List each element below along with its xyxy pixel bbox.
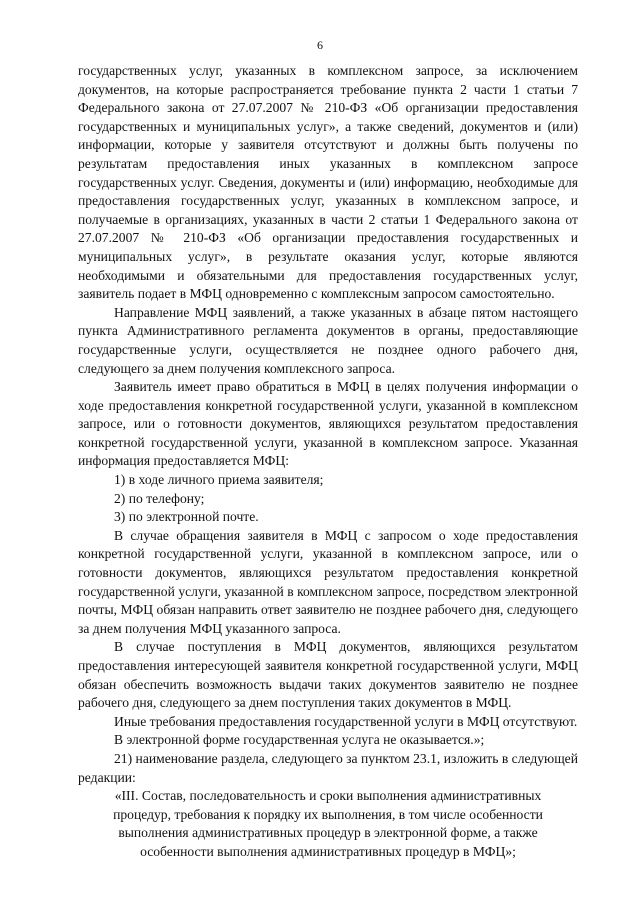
section-title: «III. Состав, последовательность и сроки выполнения административных процедур, требования к порядку их выполнения, в том числе особенности выполнения административных процедур в электронной форме, а также особенности выполнения административных процедур в МФЦ»;	[113, 788, 543, 859]
paragraph-mfc-direction: Направление МФЦ заявлений, а также указанных в абзаце пятом настоящего пункта Административного регламента документов в органы, предоставляющие государственные услуги, осуществляется не позднее одного рабочего дня, следующего за днем получения комплексного запроса.	[78, 304, 578, 376]
page-number: 6	[317, 38, 323, 52]
paragraph-item-21: 21) наименование раздела, следующего за пунктом 23.1, изложить в следующей редакции:	[78, 750, 578, 785]
list-item-personal-reception: 1) в ходе личного приема заявителя;	[114, 472, 324, 488]
document-body	[78, 62, 578, 862]
paragraph-documents-received: В случае поступления в МФЦ документов, являющихся результатом предоставления интересующей заявителя конкретной государственной услуги, МФЦ обязан обеспечить возможность выдачи таких документов заявителю не позднее рабочего дня, следующего за днем поступления таких документов в МФЦ.	[78, 639, 578, 711]
paragraph-continuation: государственных услуг, указанных в комплексном запросе, за исключением документов, на которые распространяется требование пункта 2 части 1 статьи 7 Федерального закона от 27.07.2007 № 210-ФЗ «Об организации предоставления государственных и муниципальных услуг», а также сведений, документов и (или) информации, которые у заявителя отсутствуют и должны быть получены по результатам предоставления иных указанных в комплексном запросе государственных услуг. Сведения, документы и (или) информацию, необходимые для предоставления государственных услуг, указанных в комплексном запросе, и получаемые в организациях, указанных в части 2 статьи 1 Федерального закона от 27.07.2007 № 210-ФЗ «Об организации предоставления государственных и муниципальных услуг», в результате оказания услуг, которые являются необходимыми и обязательными для предоставления государственных услуг, заявитель подает в МФЦ одновременно с комплексным запросом самостоятельно.	[78, 63, 578, 302]
paragraph-other-requirements: Иные требования предоставления государственной услуги в МФЦ отсутствуют.	[114, 713, 578, 729]
paragraph-email-request: В случае обращения заявителя в МФЦ с запросом о ходе предоставления конкретной государственной услуги, указанной в комплексном запросе, или о готовности документов, являющихся результатом предоставления конкретной государственной услуги, указанной в комплексном запросе, посредством электронной почты, МФЦ обязан направить ответ заявителю не позднее рабочего дня, следующего за днем получения МФЦ указанного запроса.	[78, 527, 578, 636]
paragraph-electronic-form: В электронной форме государственная услуга не оказывается.»;	[114, 732, 485, 748]
list-item-email: 3) по электронной почте.	[114, 509, 259, 525]
list-item-telephone: 2) по телефону;	[114, 490, 205, 506]
paragraph-applicant-right: Заявитель имеет право обратиться в МФЦ в целях получения информации о ходе предоставления конкретной государственной услуги, указанной в комплексном запросе, или о готовности документов, являющихся результатом предоставления конкретной государственной услуги, указанной в комплексном запросе. Указанная информация предоставляется МФЦ:	[78, 379, 578, 469]
